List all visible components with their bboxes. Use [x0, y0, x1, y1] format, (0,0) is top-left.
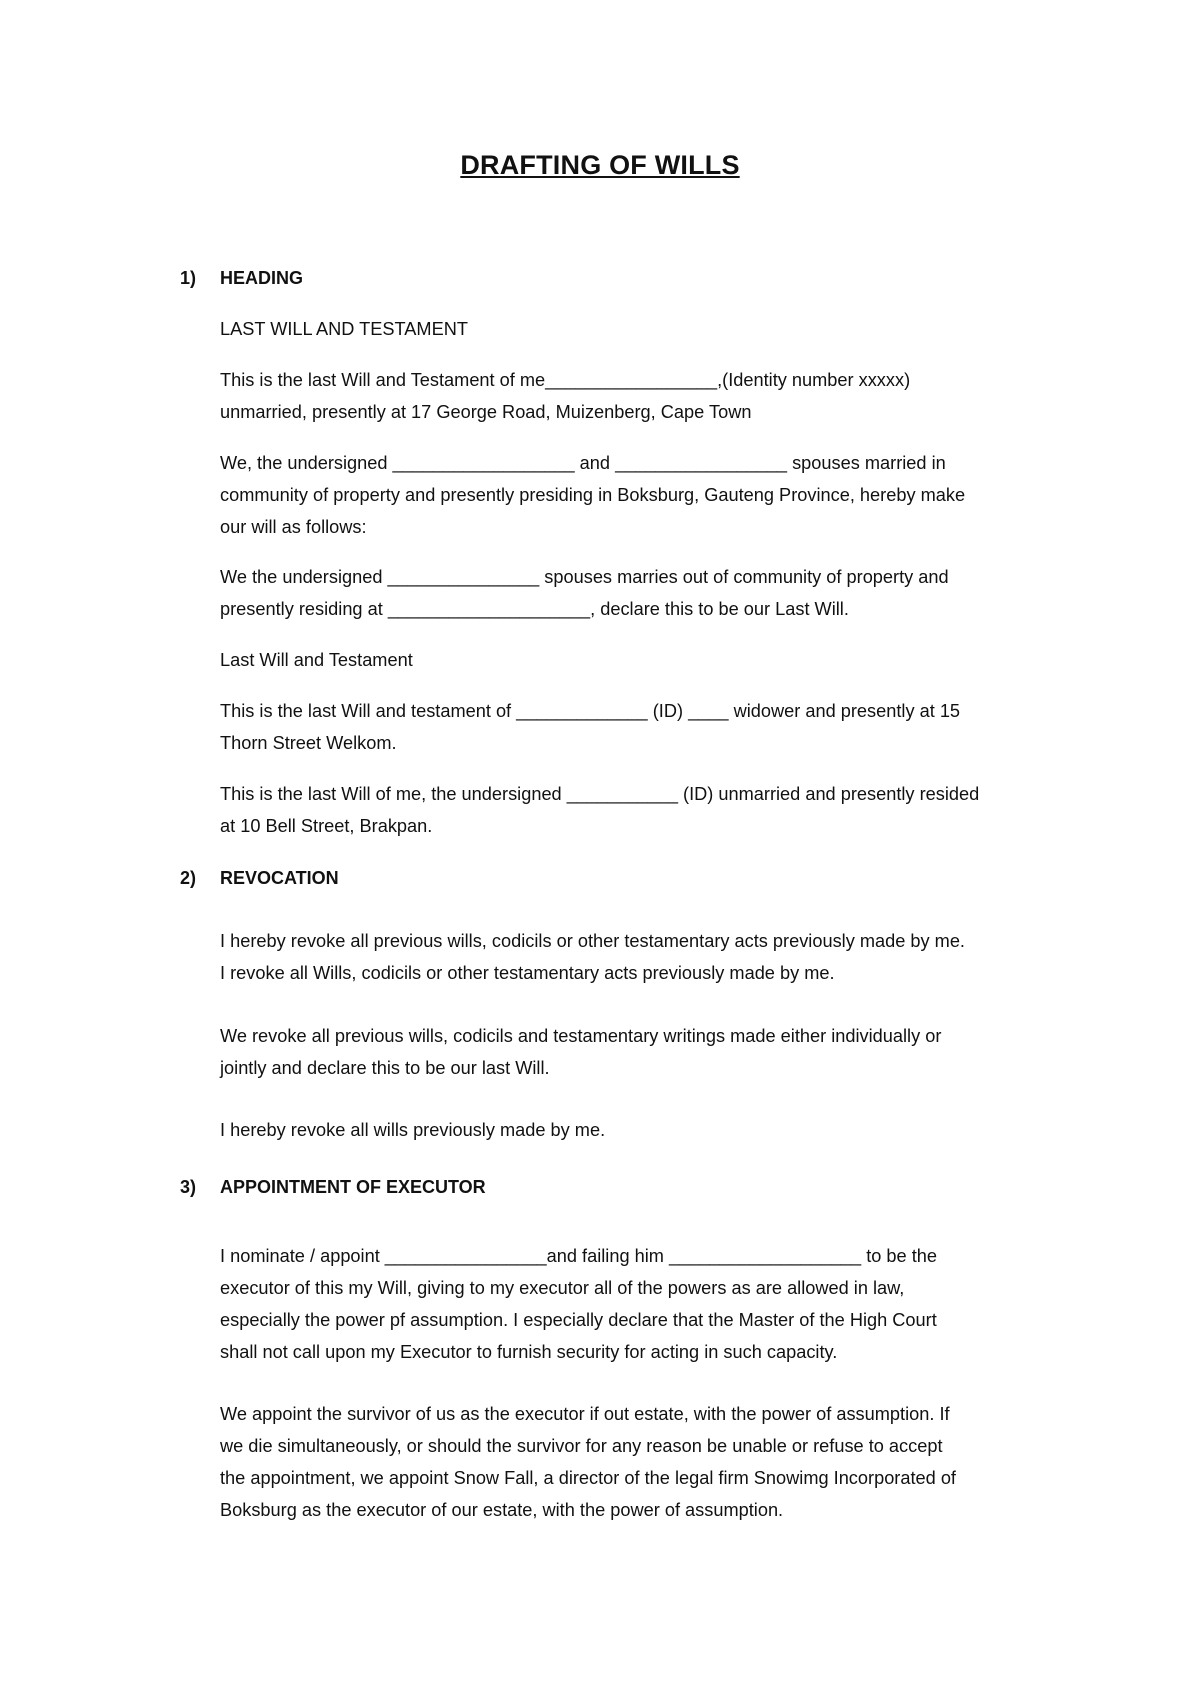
section-heading — [180, 268, 303, 289]
section-title: HEADING — [220, 268, 304, 288]
paragraph-line: community of property and presently presiding in Boksburg, Gauteng Province, hereby make — [220, 485, 966, 505]
paragraph-line: we die simultaneously, or should the survivor for any reason be unable or refuse to accept — [220, 1436, 943, 1456]
paragraph-line: our will as follows: — [220, 517, 367, 537]
paragraph-line: We revoke all previous wills, codicils and testamentary writings made either individually or — [220, 1026, 942, 1046]
paragraph-line: I hereby revoke all previous wills, codicils or other testamentary acts previously made by me. — [220, 931, 965, 951]
paragraph-line: I nominate / appoint ________________and failing him ___________________ to be the — [220, 1246, 938, 1266]
paragraph-line: at 10 Bell Street, Brakpan. — [220, 816, 433, 836]
paragraph-line: shall not call upon my Executor to furnish security for acting in such capacity. — [220, 1342, 838, 1362]
paragraph-line: We, the undersigned __________________ and _________________ spouses married in — [220, 453, 946, 473]
paragraph-line: LAST WILL AND TESTAMENT — [220, 319, 468, 339]
section-title: APPOINTMENT OF EXECUTOR — [220, 1177, 486, 1197]
section-number: 3) — [180, 1177, 197, 1197]
paragraph-line: the appointment, we appoint Snow Fall, a director of the legal firm Snowimg Incorporated of — [220, 1468, 956, 1488]
section-heading — [180, 868, 339, 889]
section-title: REVOCATION — [220, 868, 339, 888]
paragraph-line: especially the power pf assumption. I especially declare that the Master of the High Court — [220, 1310, 937, 1330]
paragraph-line: I revoke all Wills, codicils or other testamentary acts previously made by me. — [220, 963, 835, 983]
paragraph-line: This is the last Will and Testament of me_________________,(Identity number xxxxx) — [220, 370, 911, 390]
paragraph-line: I hereby revoke all wills previously made by me. — [220, 1120, 606, 1140]
paragraph-line: executor of this my Will, giving to my executor all of the powers as are allowed in law, — [220, 1278, 905, 1298]
paragraph-line: Thorn Street Welkom. — [220, 733, 397, 753]
paragraph-line: presently residing at ____________________, declare this to be our Last Will. — [220, 599, 849, 619]
paragraph-line: unmarried, presently at 17 George Road, Muizenberg, Cape Town — [220, 402, 752, 422]
paragraph-line: We the undersigned _______________ spouses marries out of community of property and — [220, 567, 949, 587]
paragraph-line: Boksburg as the executor of our estate, with the power of assumption. — [220, 1500, 784, 1520]
paragraph-line: This is the last Will of me, the undersigned ___________ (ID) unmarried and presently resided — [220, 784, 980, 804]
paragraph-line: jointly and declare this to be our last Will. — [220, 1058, 550, 1078]
section-number: 2) — [180, 868, 197, 888]
section-number: 1) — [180, 268, 197, 288]
paragraph-line: We appoint the survivor of us as the executor if out estate, with the power of assumption. If — [220, 1404, 950, 1424]
section-heading — [180, 1177, 486, 1198]
paragraph-line: Last Will and Testament — [220, 650, 413, 670]
paragraph-line: This is the last Will and testament of _____________ (ID) ____ widower and presently at 15 — [220, 701, 961, 721]
document-title: DRAFTING OF WILLS — [460, 150, 740, 180]
